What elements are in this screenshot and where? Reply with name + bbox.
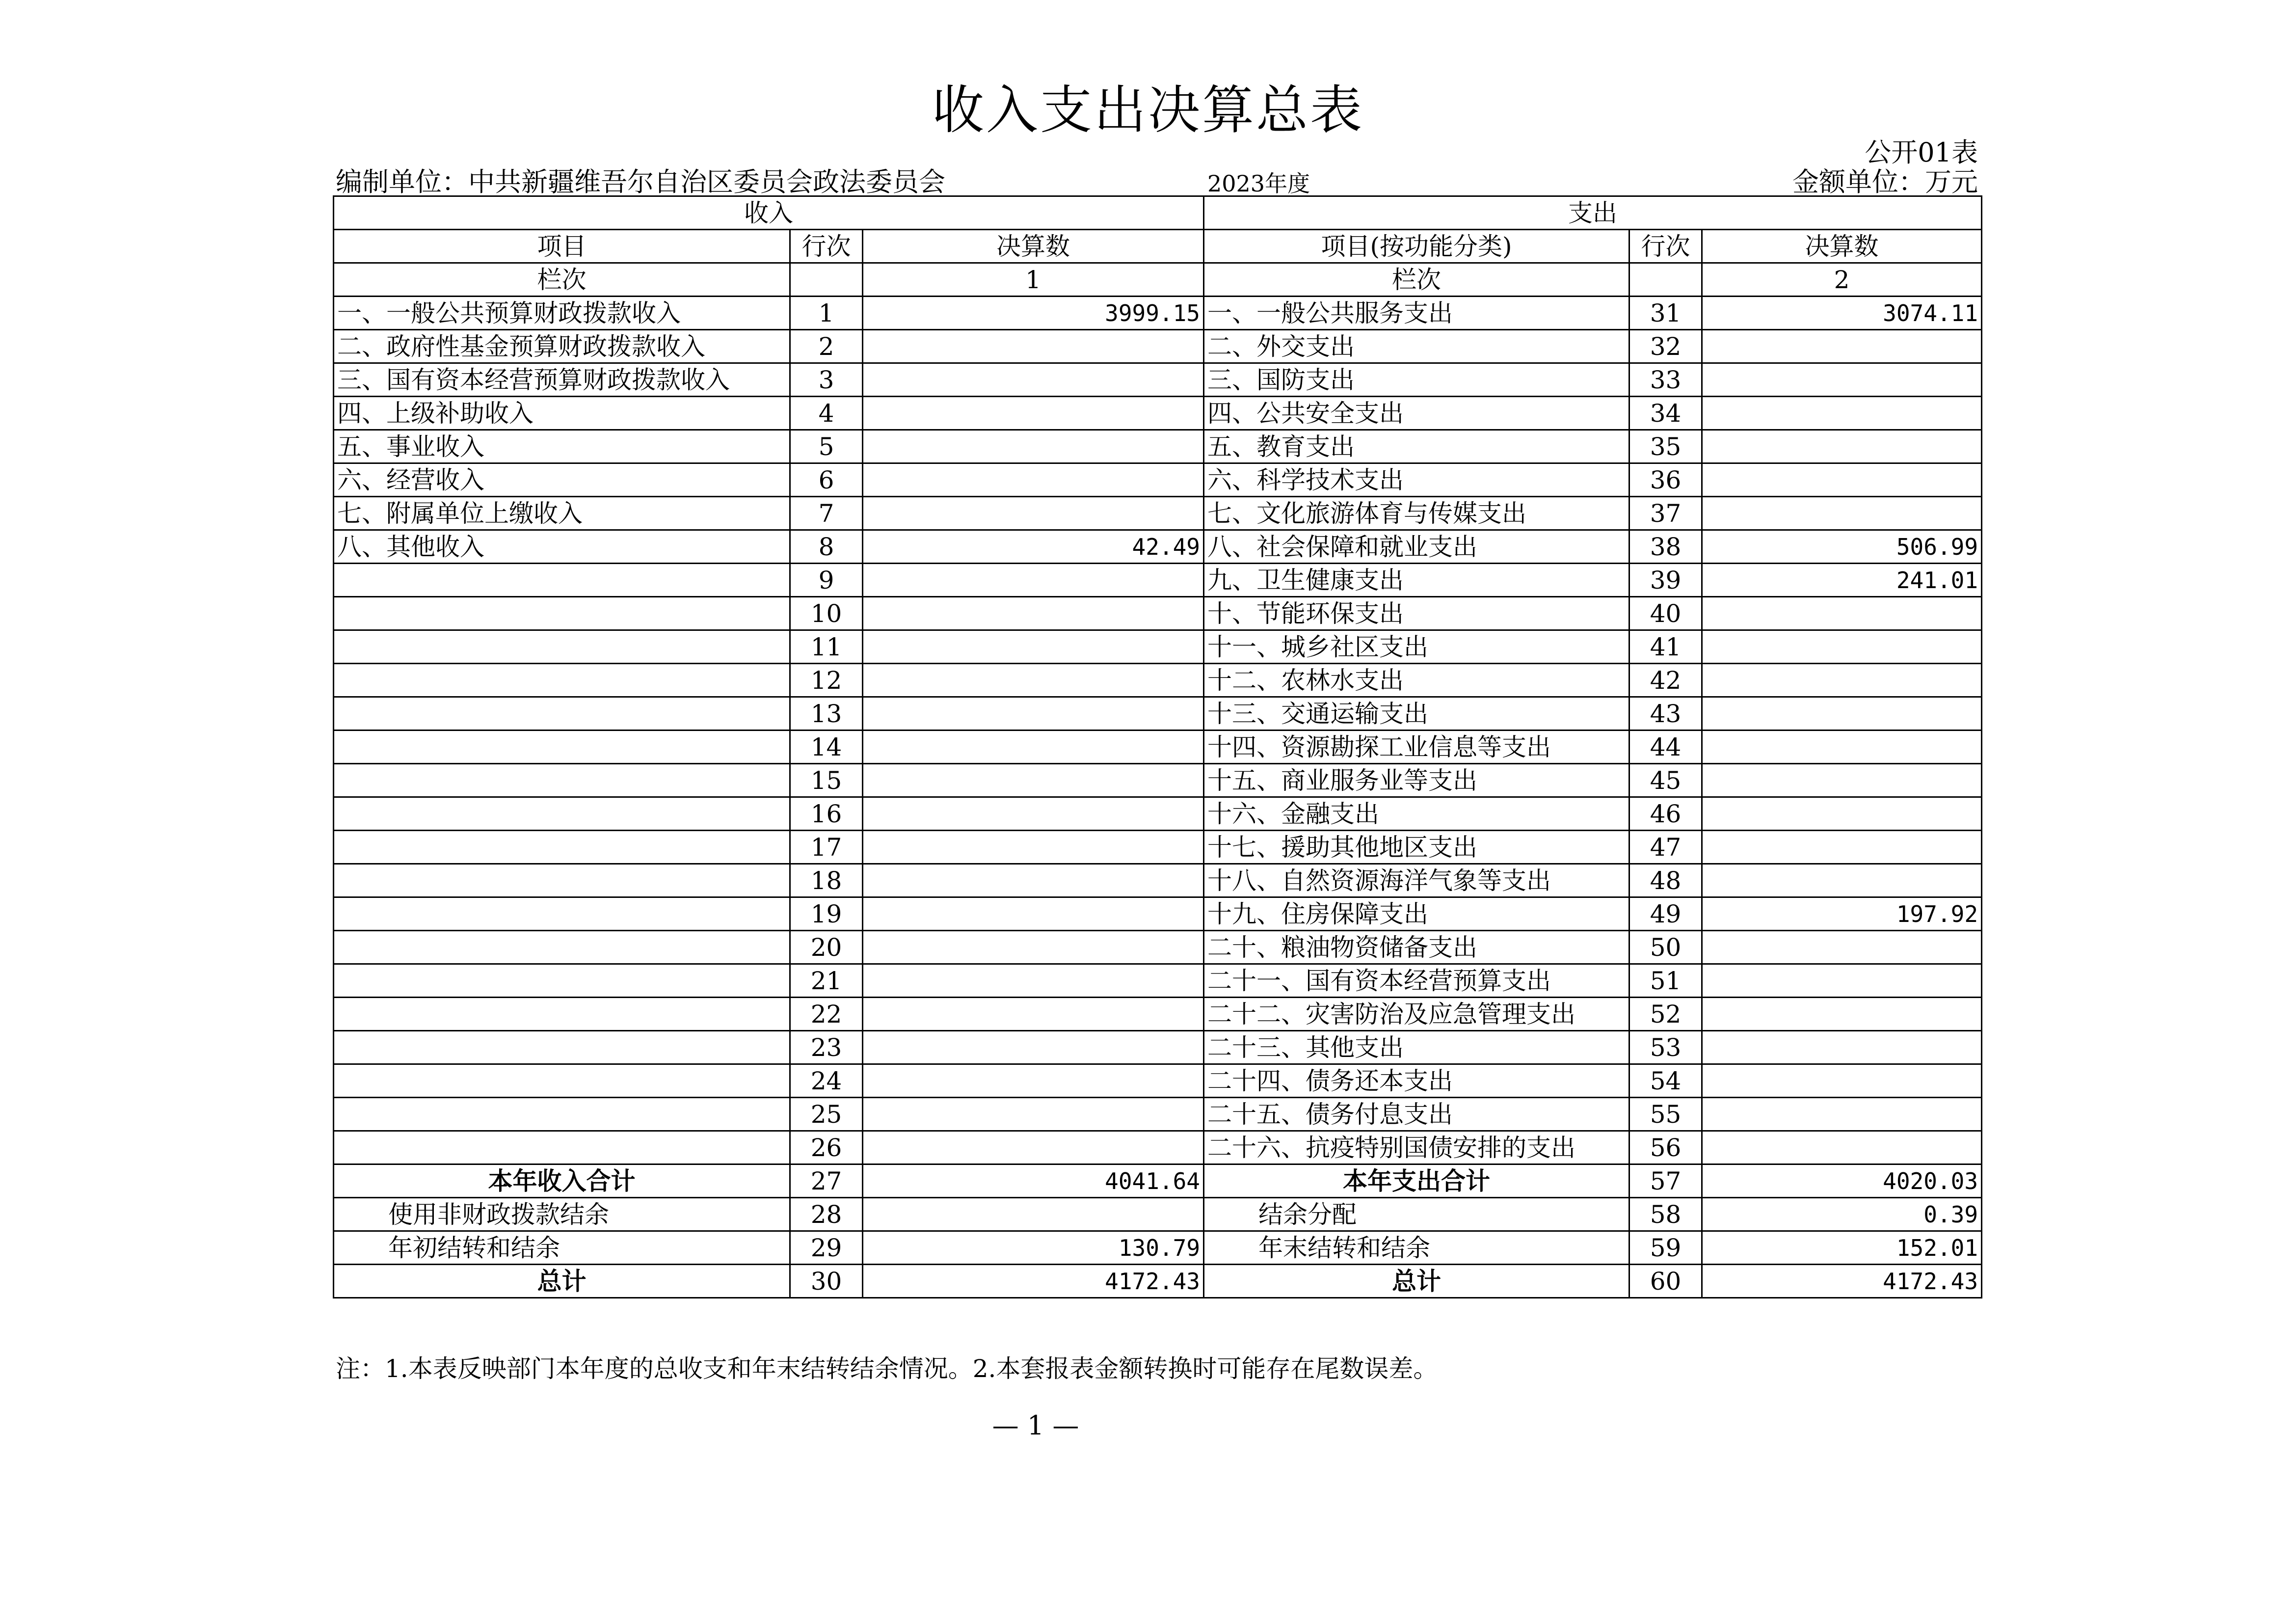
expense-amount (1702, 630, 1982, 664)
expense-amount (1702, 597, 1982, 630)
income-row-no: 9 (790, 564, 863, 597)
income-row-no: 11 (790, 630, 863, 664)
expense-row-no: 42 (1629, 664, 1702, 697)
expense-row-no: 44 (1629, 730, 1702, 764)
income-item (334, 831, 790, 864)
expense-row-no: 32 (1629, 330, 1702, 363)
expense-amount (1702, 797, 1982, 831)
expense-item: 十六、金融支出 (1204, 797, 1629, 831)
income-row-no: 12 (790, 664, 863, 697)
table-row (334, 530, 1982, 564)
table-row (334, 630, 1982, 664)
expense-item: 十三、交通运输支出 (1204, 697, 1629, 730)
summary-row (334, 1231, 1982, 1265)
expense-row-no: 41 (1629, 630, 1702, 664)
income-item: 三、国有资本经营预算财政拨款收入 (334, 363, 790, 397)
income-amount (863, 397, 1204, 430)
income-row-no: 3 (790, 363, 863, 397)
expense-item: 十七、援助其他地区支出 (1204, 831, 1629, 864)
income-row-no: 18 (790, 864, 863, 897)
income-item: 一、一般公共预算财政拨款收入 (334, 297, 790, 330)
income-item (334, 730, 790, 764)
income-row-no: 26 (790, 1131, 863, 1164)
income-row-no: 8 (790, 530, 863, 564)
expense-amount: 506.99 (1702, 530, 1982, 564)
expense-item-header: 项目(按功能分类) (1204, 230, 1629, 263)
expense-amount (1702, 430, 1982, 463)
expense-row-no: 33 (1629, 363, 1702, 397)
income-section-header: 收入 (334, 196, 1204, 230)
table-row (334, 1031, 1982, 1064)
expense-row-no: 45 (1629, 764, 1702, 797)
expense-row-no: 58 (1629, 1198, 1702, 1231)
expense-section-header: 支出 (1204, 196, 1982, 230)
expense-amount: 0.39 (1702, 1198, 1982, 1231)
income-row-no: 5 (790, 430, 863, 463)
expense-row-no: 50 (1629, 931, 1702, 964)
table-row (334, 497, 1982, 530)
income-summary-item: 本年收入合计 (334, 1164, 790, 1198)
income-item (334, 998, 790, 1031)
income-row-no: 7 (790, 497, 863, 530)
expense-row-no: 36 (1629, 463, 1702, 497)
expense-row-no: 35 (1629, 430, 1702, 463)
expense-item: 四、公共安全支出 (1204, 397, 1629, 430)
expense-amount (1702, 330, 1982, 363)
income-row-no: 17 (790, 831, 863, 864)
expense-amount (1702, 931, 1982, 964)
table-row (334, 363, 1982, 397)
expense-row-no: 38 (1629, 530, 1702, 564)
expense-amount: 4020.03 (1702, 1164, 1982, 1198)
income-item: 二、政府性基金预算财政拨款收入 (334, 330, 790, 363)
expense-row-no: 48 (1629, 864, 1702, 897)
expense-row-no: 43 (1629, 697, 1702, 730)
expense-row-no: 37 (1629, 497, 1702, 530)
expense-amount (1702, 1098, 1982, 1131)
income-amount: 3999.15 (863, 297, 1204, 330)
expense-item: 三、国防支出 (1204, 363, 1629, 397)
table-row (334, 931, 1982, 964)
expense-amount (1702, 831, 1982, 864)
income-item: 六、经营收入 (334, 463, 790, 497)
income-row-no: 23 (790, 1031, 863, 1064)
income-item: 七、附属单位上缴收入 (334, 497, 790, 530)
income-amount: 42.49 (863, 530, 1204, 564)
expense-item: 一、一般公共服务支出 (1204, 297, 1629, 330)
budget-table (333, 195, 1982, 1298)
expense-item: 二十五、债务付息支出 (1204, 1098, 1629, 1131)
income-item: 五、事业收入 (334, 430, 790, 463)
expense-amount: 4172.43 (1702, 1265, 1982, 1298)
table-row (334, 697, 1982, 730)
money-unit: 金额单位：万元 (1792, 166, 1978, 197)
expense-summary-item: 年末结转和结余 (1204, 1231, 1629, 1265)
expense-amount: 197.92 (1702, 897, 1982, 931)
income-row-no: 28 (790, 1198, 863, 1231)
expense-item: 二十二、灾害防治及应急管理支出 (1204, 998, 1629, 1031)
expense-item: 七、文化旅游体育与传媒支出 (1204, 497, 1629, 530)
income-summary-item: 年初结转和结余 (334, 1231, 790, 1265)
expense-item: 二十四、债务还本支出 (1204, 1064, 1629, 1098)
income-item: 四、上级补助收入 (334, 397, 790, 430)
income-row-no: 13 (790, 697, 863, 730)
income-row-no: 29 (790, 1231, 863, 1265)
income-item (334, 1131, 790, 1164)
expense-item: 十二、农林水支出 (1204, 664, 1629, 697)
table-section-header (334, 196, 1982, 230)
income-amount (863, 664, 1204, 697)
income-item (334, 864, 790, 897)
table-row (334, 1131, 1982, 1164)
table-row (334, 430, 1982, 463)
income-amount (863, 1064, 1204, 1098)
expense-amount (1702, 1031, 1982, 1064)
table-row (334, 297, 1982, 330)
income-amount (863, 998, 1204, 1031)
expense-row-no: 60 (1629, 1265, 1702, 1298)
expense-item: 十五、商业服务业等支出 (1204, 764, 1629, 797)
expense-amount (1702, 1064, 1982, 1098)
expense-amount (1702, 664, 1982, 697)
income-amount (863, 730, 1204, 764)
expense-row-no: 46 (1629, 797, 1702, 831)
income-item (334, 931, 790, 964)
income-row-no: 30 (790, 1265, 863, 1298)
expense-amount (1702, 397, 1982, 430)
expense-amount (1702, 998, 1982, 1031)
income-amount (863, 897, 1204, 931)
expense-row-no: 56 (1629, 1131, 1702, 1164)
income-item (334, 897, 790, 931)
table-row (334, 1098, 1982, 1131)
expense-row-no: 49 (1629, 897, 1702, 931)
income-amount (863, 330, 1204, 363)
expense-item: 二十三、其他支出 (1204, 1031, 1629, 1064)
table-row (334, 330, 1982, 363)
summary-row (334, 1265, 1982, 1298)
income-summary-item: 总计 (334, 1265, 790, 1298)
expense-amount: 241.01 (1702, 564, 1982, 597)
income-row-no: 1 (790, 297, 863, 330)
expense-item: 九、卫生健康支出 (1204, 564, 1629, 597)
income-row-no: 14 (790, 730, 863, 764)
page-number: — 1 — (992, 1410, 1079, 1441)
income-amount (863, 1098, 1204, 1131)
expense-col-index: 2 (1702, 263, 1982, 297)
table-row (334, 897, 1982, 931)
income-amount (863, 1198, 1204, 1231)
income-item (334, 1064, 790, 1098)
table-row (334, 597, 1982, 630)
income-amount (863, 430, 1204, 463)
income-row-no: 16 (790, 797, 863, 831)
expense-row-no: 55 (1629, 1098, 1702, 1131)
report-meta (336, 161, 1978, 197)
expense-amount (1702, 697, 1982, 730)
expense-item: 二十一、国有资本经营预算支出 (1204, 964, 1629, 998)
table-row (334, 864, 1982, 897)
expense-row-no: 40 (1629, 597, 1702, 630)
income-row-no: 4 (790, 397, 863, 430)
expense-amount (1702, 764, 1982, 797)
expense-item: 十九、住房保障支出 (1204, 897, 1629, 931)
table-column-header (334, 230, 1982, 263)
income-amount (863, 864, 1204, 897)
income-item (334, 597, 790, 630)
income-summary-item: 使用非财政拨款结余 (334, 1198, 790, 1231)
income-row-no: 22 (790, 998, 863, 1031)
income-amount (863, 964, 1204, 998)
income-amount (863, 797, 1204, 831)
expense-item: 十、节能环保支出 (1204, 597, 1629, 630)
expense-amount: 3074.11 (1702, 297, 1982, 330)
table-row (334, 564, 1982, 597)
table-row (334, 797, 1982, 831)
expense-amount (1702, 1131, 1982, 1164)
income-amount: 4041.64 (863, 1164, 1204, 1198)
expense-amount (1702, 964, 1982, 998)
expense-row-no: 59 (1629, 1231, 1702, 1265)
expense-summary-item: 结余分配 (1204, 1198, 1629, 1231)
income-row-no: 10 (790, 597, 863, 630)
income-item (334, 630, 790, 664)
income-amount (863, 363, 1204, 397)
income-col-index: 1 (863, 263, 1204, 297)
expense-row-no: 54 (1629, 1064, 1702, 1098)
table-row (334, 764, 1982, 797)
expense-row-no: 34 (1629, 397, 1702, 430)
income-item (334, 564, 790, 597)
income-amount: 130.79 (863, 1231, 1204, 1265)
income-item (334, 697, 790, 730)
expense-item: 二、外交支出 (1204, 330, 1629, 363)
income-row-no: 2 (790, 330, 863, 363)
table-row (334, 397, 1982, 430)
summary-row (334, 1198, 1982, 1231)
expense-row-no: 57 (1629, 1164, 1702, 1198)
expense-amount: 152.01 (1702, 1231, 1982, 1265)
income-amount (863, 463, 1204, 497)
expense-summary-item: 总计 (1204, 1265, 1629, 1298)
income-row-no: 25 (790, 1098, 863, 1131)
expense-amount (1702, 497, 1982, 530)
table-row (334, 664, 1982, 697)
income-amount (863, 1131, 1204, 1164)
income-item (334, 1031, 790, 1064)
expense-item: 十八、自然资源海洋气象等支出 (1204, 864, 1629, 897)
expense-item: 五、教育支出 (1204, 430, 1629, 463)
footnote: 注：1.本表反映部门本年度的总收支和年末结转结余情况。2.本套报表金额转换时可能存在尾数误差。 (336, 1354, 1438, 1383)
expense-amount (1702, 463, 1982, 497)
expense-amount-header: 决算数 (1702, 230, 1982, 263)
income-col-label: 栏次 (334, 263, 790, 297)
page-title: 收入支出决算总表 (932, 80, 1364, 140)
expense-row-no: 51 (1629, 964, 1702, 998)
table-row (334, 998, 1982, 1031)
table-column-index-row (334, 263, 1982, 297)
income-amount (863, 697, 1204, 730)
income-item (334, 797, 790, 831)
form-code: 公开01表 (1865, 137, 1978, 168)
report-year: 2023年度 (1207, 170, 1310, 197)
income-amount (863, 1031, 1204, 1064)
income-item: 八、其他收入 (334, 530, 790, 564)
table-row (334, 1064, 1982, 1098)
income-amount (863, 630, 1204, 664)
expense-item: 八、社会保障和就业支出 (1204, 530, 1629, 564)
income-item (334, 964, 790, 998)
income-item-header: 项目 (334, 230, 790, 263)
table-row (334, 463, 1982, 497)
expense-row-no-header: 行次 (1629, 230, 1702, 263)
reporting-unit: 编制单位：中共新疆维吾尔自治区委员会政法委员会 (336, 166, 945, 197)
income-row-no: 20 (790, 931, 863, 964)
income-row-no: 6 (790, 463, 863, 497)
income-row-no: 15 (790, 764, 863, 797)
expense-row-no: 39 (1629, 564, 1702, 597)
income-amount (863, 831, 1204, 864)
income-amount (863, 764, 1204, 797)
income-row-no: 24 (790, 1064, 863, 1098)
income-amount-header: 决算数 (863, 230, 1204, 263)
expense-amount (1702, 864, 1982, 897)
expense-item: 六、科学技术支出 (1204, 463, 1629, 497)
income-row-no: 21 (790, 964, 863, 998)
income-item (334, 764, 790, 797)
table-row (334, 964, 1982, 998)
expense-row-no: 52 (1629, 998, 1702, 1031)
income-item (334, 664, 790, 697)
expense-summary-item: 本年支出合计 (1204, 1164, 1629, 1198)
income-amount (863, 931, 1204, 964)
table-row (334, 831, 1982, 864)
expense-item: 十一、城乡社区支出 (1204, 630, 1629, 664)
table-row (334, 730, 1982, 764)
expense-amount (1702, 730, 1982, 764)
income-item (334, 1098, 790, 1131)
expense-amount (1702, 363, 1982, 397)
income-amount (863, 564, 1204, 597)
empty-cell (1629, 263, 1702, 297)
summary-row (334, 1164, 1982, 1198)
expense-row-no: 31 (1629, 297, 1702, 330)
expense-row-no: 47 (1629, 831, 1702, 864)
expense-item: 二十六、抗疫特别国债安排的支出 (1204, 1131, 1629, 1164)
income-amount (863, 497, 1204, 530)
income-row-no-header: 行次 (790, 230, 863, 263)
income-row-no: 27 (790, 1164, 863, 1198)
income-amount (863, 597, 1204, 630)
expense-col-label: 栏次 (1204, 263, 1629, 297)
income-amount: 4172.43 (863, 1265, 1204, 1298)
empty-cell (790, 263, 863, 297)
income-row-no: 19 (790, 897, 863, 931)
expense-row-no: 53 (1629, 1031, 1702, 1064)
expense-item: 十四、资源勘探工业信息等支出 (1204, 730, 1629, 764)
expense-item: 二十、粮油物资储备支出 (1204, 931, 1629, 964)
